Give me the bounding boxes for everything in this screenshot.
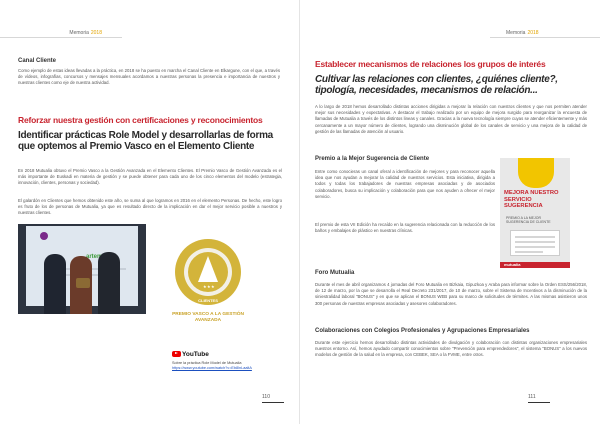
youtube-play-icon (172, 351, 181, 357)
lightbulb-icon (518, 158, 554, 188)
poster-footer (500, 262, 570, 268)
paragraph-2: El galardón en Clientes que hemos obtenido este año, se suma al que logramos en 2016 en el elemento Personas. De hecho, este logro es fruto de los de personas de Mutualia, ya que es resultado directo de la implicación en dar el mejor servicio posible a nuestros y nuestras clientes. (18, 198, 282, 216)
youtube-logo-text: YouTube (182, 351, 209, 358)
logo-mark (40, 232, 48, 240)
poster-card-line (515, 246, 555, 248)
colab-body: Durante este ejercicio hemos desarrollado distintas actividades de divulgación y colaboración con distintas organizaciones empresariales nuestros entorno. Así, hemos ayudado compartir conocimientos sobre "Prevención para emprendedores", el sistema "BONUS" a los nuevos modelos de gestión de la salud en la empresa, con CEBEK, SEA o la FVME, entre otros. (315, 340, 587, 358)
youtube-caption: Sobre la práctica Role Model de Mutualia (172, 361, 242, 365)
page-number: 111 (528, 394, 550, 403)
award-plaque (76, 278, 90, 288)
badge-star: ★ (203, 284, 207, 289)
foro-body: Durante el mes de abril organizamos 4 jornadas del Foro Mutualia en Bizkaia, Gipuzkoa y Araba para informar sobre la Orden ESS/256/2018, de 12 de marzo, por la que se desarrolla el Real Decreto 231/2017, de 10 de marzo, sobre el Sistema de Incentivos a la disminución de la siniestralidad laboral "BONUS" y en que se aplican el BONUS WEB para su marco de solicitudes de térmites. A las mismas asistieron unos 300 personas de nuestras empresas asociadas y asesores colaboradores. (315, 282, 587, 306)
left-header (0, 28, 122, 38)
right-header (490, 28, 600, 38)
poster-card-line (515, 241, 555, 243)
foro-heading: Foro Mutualia (315, 270, 355, 276)
paragraph-1: En 2018 Mutualia obtuvo el Premio Vasco a la Gestión Avanzada en el Elemento Clientes. El Premio Vasco de Gestión Avanzada es el más importante de Euskadi en materia de gestión y se puede obtener para cada uno de los cinco elementos del modelo (estrategia, innovación, clientes, personas y sociedad). (18, 168, 282, 186)
poster-card (510, 230, 560, 256)
page-title: Identificar prácticas Role Model y desarrollarlas de forma que optemos al Premio Vasco en el Elemento Cliente (18, 130, 273, 152)
youtube-link[interactable]: https://www.youtube.com/watch?v=Eb8lnLaaltA (172, 366, 252, 370)
premio-body-1: Entre como conocieras un canal oferal a identificación de mejores y para reconocer aquella idea que nos ayudan a mejorar la calidad de nuestros servicios. Esta iniciativa, dirigida a todos y todas los trabajadores de nuestras empresas asociadas y de asociados colaboradores, busca su implicación y colaboración para que nos ayuden a ofrecer el mejor servicio. (315, 169, 495, 199)
right-page (300, 0, 600, 424)
colab-heading: Colaboraciones con Colegios Profesionales y Agrupaciones Empresariales (315, 328, 530, 334)
header-year: 2018 (527, 29, 539, 36)
poster-subtitle: PREMIO A LA MEJOR SUGERENCIA DE CLIENTE (506, 216, 551, 225)
intro-paragraph: A lo largo de 2018 hemos desarrollado distintas acciones dirigidas a mejorar la relación con nuestros clientes y que nos permiten atender mejor sus necesidades y expectativas. A destacar el trabajo realizado por un equipo de mejora surgido para reorganizar la encuesta de llamadas de Mutualia a través de los distintos lineas y canales. Gracias a la nueva tecnología siempre cuyas se atender eficientemente y más cercanamente a un mayor número de clientes, logrando una disminución global de los canales de servicio y una mejora de la calidad de gestión de las llamadas de atención al usuario. (315, 104, 587, 134)
header-year: 2018 (90, 29, 102, 36)
award-photo (18, 224, 146, 314)
person-silhouette (44, 254, 66, 314)
header-label: Memoria (69, 29, 89, 36)
section-title: Reforzar nuestra gestión con certificaciones y reconocimientos (18, 115, 263, 125)
poster-title: MEJORA NUESTRO SERVICIO SUGERENCIA (504, 190, 559, 209)
badge-star: ★ (211, 284, 215, 289)
youtube-block (172, 351, 258, 379)
page-title: Cultivar las relaciones con clientes, ¿quiénes cliente?, tipología, necesidades, mecanismos de relación... (315, 74, 558, 96)
badge-star: ★ (207, 284, 211, 289)
header-label: Memoria (506, 29, 526, 36)
award-badge (174, 238, 242, 306)
canal-cliente-heading: Canal Cliente (18, 58, 57, 64)
badge-text: CLIENTES (198, 298, 218, 303)
poster-card-line (515, 236, 555, 238)
youtube-logo[interactable] (172, 351, 209, 358)
person-silhouette (98, 252, 120, 314)
premio-body-2: El premio de esta VII Edición ha recaído en la sugerencia relacionada con la reducción de los baños y embalajes de plástico en nuestras clínicas. (315, 222, 495, 234)
suggestion-poster (500, 158, 570, 268)
poster-card-line (515, 251, 543, 253)
poster-footer-text: mutualia (504, 262, 521, 267)
premio-heading: Premio a la Mejor Sugerencia de Cliente (315, 156, 430, 162)
canal-cliente-body: Como ejemplo de estas ideas llevadas a la práctica, en 2018 se ha puesto en marcha el Canal Cliente en Elkargune, con el que, a través de vídeos, infografías, concursos y mensajes mensuales acordamos a nuestras personas la presencia e importancia de nuestros y nuestras clientes como eje de nuestra actividad. (18, 68, 280, 86)
badge-label: PREMIO VASCO A LA GESTIÓN AVANZADA (172, 312, 244, 323)
section-title: Establecer mecanismos de relaciones los grupos de interés (315, 59, 546, 69)
page-number: 110 (262, 394, 284, 403)
